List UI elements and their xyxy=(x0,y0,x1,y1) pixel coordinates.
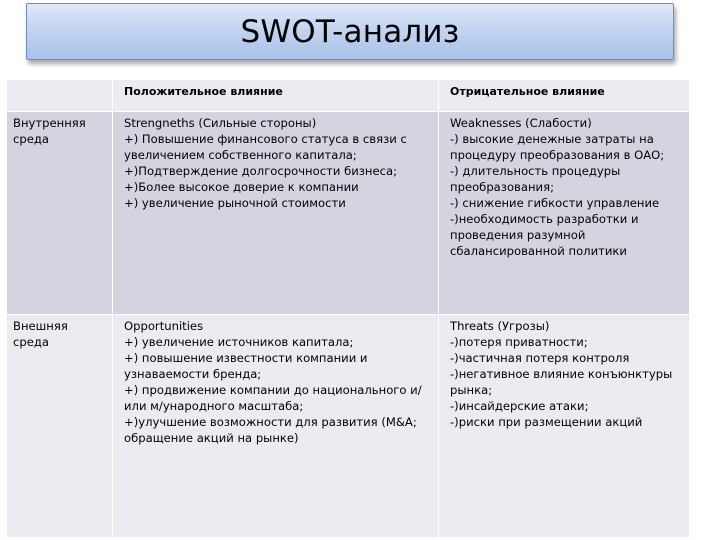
threats-item: -)инсайдерские атаки; xyxy=(450,399,589,413)
strengths-heading: Strengneths (Сильные стороны) xyxy=(124,116,317,130)
opportunities-item: +) повышение известности компании и узнаваемости бренда; xyxy=(124,351,368,381)
table-row-internal xyxy=(7,112,690,315)
header-negative-impact: Отрицательное влияние xyxy=(439,80,690,112)
strengths-cell xyxy=(113,112,439,315)
threats-item: -)риски при размещении акций xyxy=(450,415,643,429)
table-header-row xyxy=(7,80,690,112)
strengths-item: +) Повышение финансового статуса в связи с увеличением собственного капитала; xyxy=(124,132,407,162)
opportunities-item: +) продвижение компании до национального и/или м/ународного масштаба; xyxy=(124,383,422,413)
weaknesses-heading: Weaknesses (Слабости) xyxy=(450,116,592,130)
weaknesses-item: -) снижение гибкости управление xyxy=(450,196,660,210)
row-label-external: Внешняя среда xyxy=(7,315,113,538)
strengths-item: +)Подтверждение долгосрочности бизнеса; xyxy=(124,164,398,178)
header-corner-cell xyxy=(7,80,113,112)
threats-cell xyxy=(439,315,690,538)
weaknesses-item: -) высокие денежные затраты на процедуру преобразования в ОАО; xyxy=(450,132,665,162)
strengths-item: +) увеличение рыночной стоимости xyxy=(124,196,346,210)
slide-title: SWOT-анализ xyxy=(240,13,460,50)
threats-item: -)негативное влияние конъюнктуры рынка; xyxy=(450,367,673,397)
header-positive-impact: Положительное влияние xyxy=(113,80,439,112)
swot-table xyxy=(6,79,690,538)
opportunities-cell xyxy=(113,315,439,538)
slide-title-box xyxy=(26,3,674,60)
weaknesses-item: -)необходимость разработки и проведения разумной сбалансированной политики xyxy=(450,212,639,258)
row-label-internal: Внутренняя среда xyxy=(7,112,113,315)
threats-item: -)частичная потеря контроля xyxy=(450,351,630,365)
weaknesses-item: -) длительность процедуры преобразования; xyxy=(450,164,621,194)
weaknesses-cell xyxy=(439,112,690,315)
opportunities-item: +)улучшение возможности для развития (M&A; обращение акций на рынке) xyxy=(124,415,417,445)
opportunities-item: +) увеличение источников капитала; xyxy=(124,335,354,349)
strengths-item: +)Более высокое доверие к компании xyxy=(124,180,359,194)
table-row-external xyxy=(7,315,690,538)
threats-item: -)потеря приватности; xyxy=(450,335,588,349)
threats-heading: Threats (Угрозы) xyxy=(450,319,550,333)
opportunities-heading: Opportunities xyxy=(124,319,204,333)
